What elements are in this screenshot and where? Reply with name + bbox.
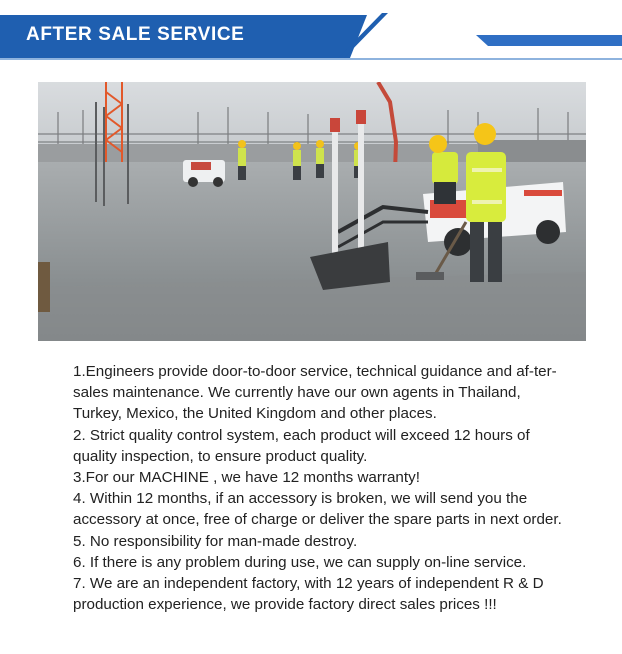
service-list (73, 361, 563, 615)
service-item: 6. If there is any problem during use, we can supply on-line service. (73, 553, 527, 571)
service-item: 3.For our MACHINE , we have 12 months warranty! (73, 469, 420, 487)
service-item: 1.Engineers provide door-to-door service, technical guidance and af-ter-sales maintenance. We currently have our own agents in Thailand, Turkey, Mexico, the United Kingdom and other places. (73, 363, 557, 423)
section-banner (0, 0, 622, 70)
construction-site-photo (38, 82, 586, 341)
service-item: 2. Strict quality control system, each product will exceed 12 hours of quality inspection, to ensure product quality. (73, 426, 530, 465)
service-item: 5. No responsibility for man-made destroy. (73, 532, 358, 550)
service-item: 4. Within 12 months, if an accessory is broken, we will send you the accessory at once, free of charge or deliver the spare parts in next order. (73, 490, 562, 529)
service-item: 7. We are an independent factory, with 12 years of independent R & D production experience, we provide factory direct sales prices !!! (73, 575, 544, 614)
banner-title: AFTER SALE SERVICE (26, 24, 245, 45)
